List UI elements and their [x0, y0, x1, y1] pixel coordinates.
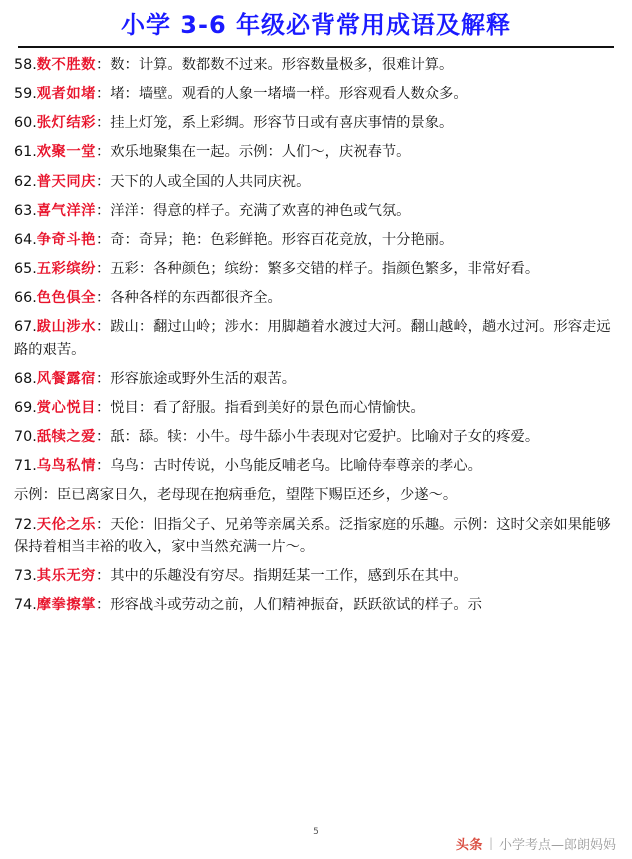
item-explanation: ：其中的乐趣没有穷尽。指期廷某一工作，感到乐在其中。	[95, 567, 468, 584]
list-item	[14, 112, 618, 134]
item-idiom: 风餐露宿	[36, 370, 96, 387]
item-explanation: ：乌鸟：古时传说，小鸟能反哺老乌。比喻侍奉尊亲的孝心。	[95, 458, 482, 475]
item-number: 72.	[14, 516, 37, 533]
item-idiom: 喜气洋洋	[36, 202, 96, 219]
item-idiom: 天伦之乐	[36, 516, 96, 533]
list-item	[14, 54, 618, 76]
item-idiom: 数不胜数	[36, 57, 96, 73]
item-idiom: 普天同庆	[36, 173, 96, 190]
item-number: 71.	[14, 458, 37, 475]
list-item	[14, 565, 618, 587]
item-number: 70.	[14, 429, 37, 446]
list-item	[14, 200, 618, 222]
list-item	[14, 171, 618, 193]
list-item	[14, 287, 618, 309]
item-idiom: 其乐无穷	[36, 567, 96, 584]
item-explanation: ：数：计算。数都数不过来。形容数量极多，很难计算。	[95, 57, 454, 73]
item-explanation: ：堵：墙壁。观看的人象一堵墙一样。形容观看人数众多。	[95, 86, 468, 103]
item-explanation: ：奇：奇异；艳：色彩鲜艳。形容百花竞放，十分艳丽。	[95, 231, 454, 248]
item-idiom: 跋山涉水	[36, 319, 96, 336]
item-number: 68.	[14, 370, 37, 387]
list-item	[14, 141, 618, 163]
item-idiom: 观者如堵	[36, 86, 96, 103]
item-number: 61.	[14, 144, 37, 161]
list-item	[14, 514, 618, 558]
footer	[0, 831, 632, 855]
item-idiom: 张灯结彩	[36, 115, 96, 132]
item-idiom: 乌鸟私情	[36, 458, 96, 475]
item-idiom: 争奇斗艳	[36, 231, 96, 248]
item-number: 63.	[14, 202, 37, 219]
item-number: 59.	[14, 86, 37, 103]
item-number: 65.	[14, 261, 37, 278]
watermark-separator: |	[488, 836, 493, 850]
item-idiom: 欢聚一堂	[36, 144, 96, 161]
item-explanation: ：欢乐地聚集在一起。示例：人们～，庆祝春节。	[95, 144, 411, 161]
list-item	[14, 594, 618, 616]
list-item	[14, 83, 618, 105]
item-idiom: 赏心悦目	[36, 399, 96, 416]
list-item	[14, 316, 618, 360]
item-explanation: ：天下的人或全国的人共同庆祝。	[95, 173, 311, 190]
page-title: 小学 3-6 年级必背常用成语及解释	[120, 11, 512, 39]
item-explanation: ：悦目：看了舒服。指看到美好的景色而心情愉快。	[95, 399, 425, 416]
list-item	[14, 397, 618, 419]
item-number: 74.	[14, 596, 37, 613]
item-explanation: ：洋洋：得意的样子。充满了欢喜的神色或气氛。	[95, 202, 411, 219]
list-item-continuation: 示例：臣已离家日久，老母现在抱病垂危，望陛下赐臣还乡，少遂～。	[14, 487, 458, 504]
item-idiom: 摩拳擦掌	[36, 596, 96, 613]
watermark	[456, 834, 616, 853]
item-number: 64.	[14, 231, 37, 248]
item-explanation: ：各种各样的东西都很齐全。	[95, 290, 282, 307]
item-idiom: 色色俱全	[36, 290, 96, 307]
list-item	[14, 368, 618, 390]
watermark-account: 小学考点—郎朗妈妈	[498, 837, 616, 853]
item-explanation: ：五彩：各种颜色；缤纷：繁多交错的样子。指颜色繁多，非常好看。	[95, 261, 540, 278]
page-number: 5	[313, 827, 319, 837]
list-item	[14, 258, 618, 280]
toutiao-logo: 头条	[455, 837, 483, 853]
title-divider	[18, 46, 614, 48]
item-number: 69.	[14, 399, 37, 416]
idiom-list	[14, 54, 618, 616]
item-idiom: 五彩缤纷	[36, 261, 96, 278]
item-explanation: ：挂上灯笼，系上彩绸。形容节日或有喜庆事情的景象。	[95, 115, 454, 132]
item-explanation: ：舐：舔。犊：小牛。母牛舔小牛表现对它爱护。比喻对子女的疼爱。	[95, 429, 540, 446]
list-item	[14, 455, 618, 477]
item-number: 66.	[14, 290, 37, 307]
item-number: 58.	[14, 57, 37, 73]
item-number: 62.	[14, 173, 37, 190]
item-number: 60.	[14, 115, 37, 132]
item-explanation: ：跋山：翻过山岭；涉水：用脚趟着水渡过大河。翻山越岭，趟水过河。形容走远路的艰苦。	[14, 319, 611, 358]
item-idiom: 舐犊之爱	[36, 429, 96, 446]
item-number: 67.	[14, 319, 37, 336]
item-explanation: ：天伦：旧指父子、兄弟等亲属关系。泛指家庭的乐趣。示例：这时父亲如果能够保持着相当丰裕的收入，家中当然充满一片～。	[14, 516, 611, 555]
list-item	[14, 426, 618, 448]
item-explanation: ：形容战斗或劳动之前，人们精神振奋，跃跃欲试的样子。示	[95, 596, 482, 613]
list-item	[14, 229, 618, 251]
item-explanation: ：形容旅途或野外生活的艰苦。	[95, 370, 297, 387]
item-number: 73.	[14, 567, 37, 584]
